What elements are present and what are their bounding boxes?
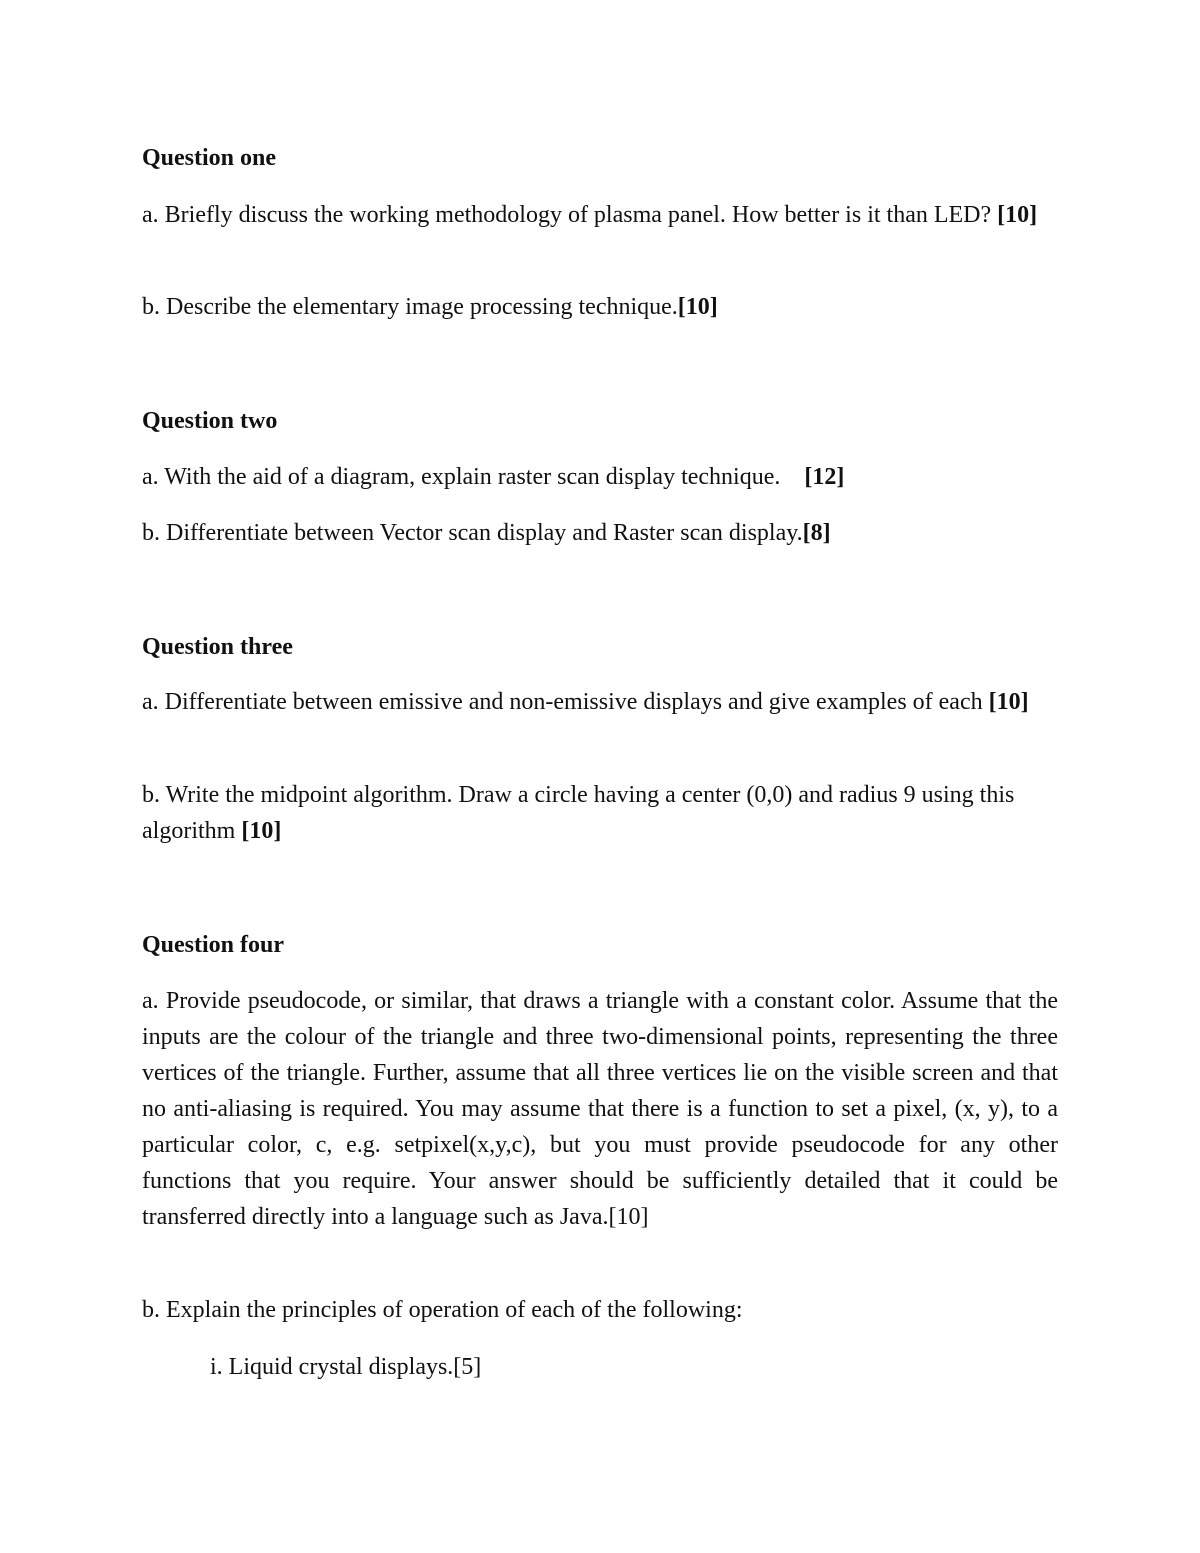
question-three-part-a [142, 684, 1058, 720]
question-three-part-b-text: b. Write the midpoint algorithm. Draw a circle having a center (0,0) and radius 9 using this algorithm [142, 782, 1015, 844]
question-four-heading: Question four [142, 932, 285, 958]
question-three-part-a-mark: [10] [988, 689, 1029, 715]
question-two-part-a [142, 459, 1058, 495]
question-four-part-a: a. Provide pseudocode, or similar, that draws a triangle with a constant color. Assume that the inputs are the colour of the triangle and three two-dimensional points, representing the three vertices of the triangle. Further, assume that all three vertices lie on the visible screen and that no anti-aliasing is required. You may assume that there is a function to set a pixel, (x, y), to a particular color, c, e.g. setpixel(x,y,c), but you must provide pseudocode for any other functions that you require. Your answer should be sufficiently detailed that it could be transferred directly into a language such as Java.[10] [142, 988, 1058, 1230]
question-three-part-b-mark: [10] [241, 818, 282, 844]
question-one-heading: Question one [142, 145, 277, 171]
question-one-part-b-mark: [10] [677, 294, 718, 320]
question-four-part-b: b. Explain the principles of operation of each of the following: [142, 1297, 743, 1323]
question-two-part-a-text: a. With the aid of a diagram, explain raster scan display technique. [142, 464, 805, 490]
question-one-part-a-text: a. Briefly discuss the working methodology of plasma panel. How better is it than LED? [142, 202, 998, 228]
question-three-part-a-text: a. Differentiate between emissive and non-emissive displays and give examples of each [142, 689, 989, 715]
question-four-part-b-item-i: i. Liquid crystal displays.[5] [210, 1354, 482, 1380]
question-one-part-a-mark: [10] [997, 202, 1038, 228]
question-one-part-b-text: b. Describe the elementary image processing technique. [142, 294, 678, 320]
question-two-part-b-text: b. Differentiate between Vector scan display and Raster scan display. [142, 520, 803, 546]
question-two-part-b [142, 515, 1058, 551]
question-two-part-a-mark: [12] [804, 464, 845, 490]
question-one-part-b [142, 289, 1058, 325]
question-two-part-b-mark: [8] [802, 520, 831, 546]
question-three-part-b [142, 777, 1058, 849]
question-two-heading: Question two [142, 408, 278, 434]
question-one-part-a [142, 197, 1058, 233]
question-three-heading: Question three [142, 634, 293, 660]
